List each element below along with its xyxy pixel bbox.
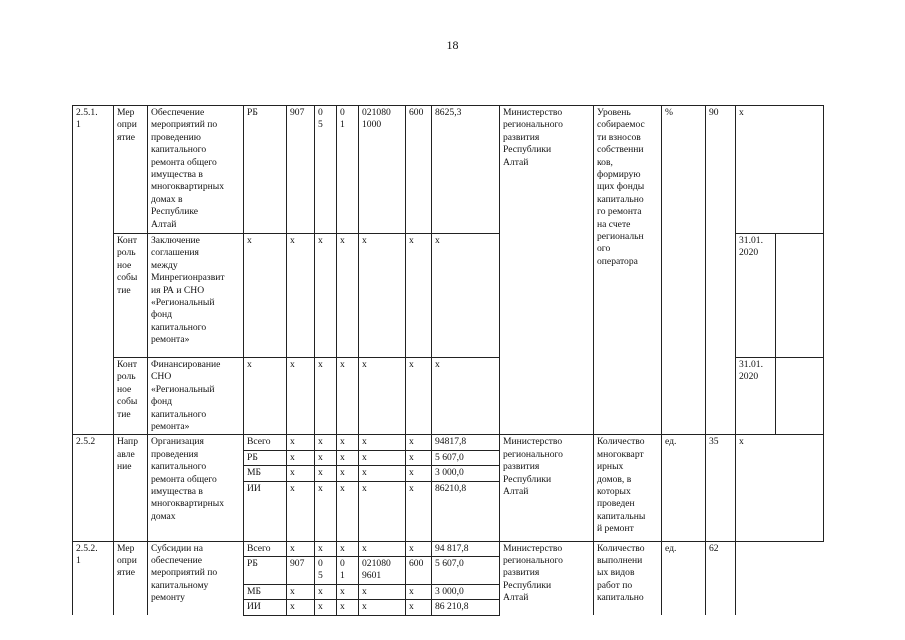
cell-x: х xyxy=(244,234,287,358)
cell-x: х xyxy=(315,435,337,450)
vr-code: 600 xyxy=(406,557,432,585)
vr-code: 600 xyxy=(406,106,432,234)
cell-x: х xyxy=(315,466,337,481)
deadline: х xyxy=(736,106,824,234)
row-name: Финансирование СНО «Региональный фонд капитального ремонта» xyxy=(148,358,244,435)
funding-source: Всего xyxy=(244,435,287,450)
pr-code: 0 1 xyxy=(337,106,359,234)
row-number: 2.5.2 xyxy=(73,435,114,541)
executor: Министерство регионального развития Республики Алтай xyxy=(500,106,594,435)
cell-x: х xyxy=(315,600,337,615)
deadline: 31.01. 2020 xyxy=(736,234,776,358)
cell-x: х xyxy=(315,541,337,556)
funding-source: ИИ xyxy=(244,481,287,541)
executor: Министерство регионального развития Республики Алтай xyxy=(500,541,594,615)
cell-x: х xyxy=(337,450,359,465)
cell-x: х xyxy=(406,358,432,435)
unit: ед. xyxy=(662,435,706,541)
cell-x: х xyxy=(359,435,406,450)
funding-source: РБ xyxy=(244,557,287,585)
cell-x: х xyxy=(287,450,315,465)
csr-code: 021080 9601 xyxy=(359,557,406,585)
indicator: Количество многокварт ирных домов, в которых проведен капитальны й ремонт xyxy=(594,435,662,541)
row-name: Субсидии на обеспечение мероприятий по капитальному ремонту xyxy=(148,541,244,615)
amount: 5 607,0 xyxy=(432,557,500,585)
cell-x: х xyxy=(287,466,315,481)
cell-x: х xyxy=(287,435,315,450)
cell-x: х xyxy=(432,234,500,358)
row-type: Напр авле ние xyxy=(114,435,148,541)
deadline: 31.01. 2020 xyxy=(736,358,776,435)
indicator: Количество выполнени ых видов работ по капитально xyxy=(594,541,662,615)
page-number: 18 xyxy=(446,38,459,52)
table-row xyxy=(73,435,824,450)
unit: % xyxy=(662,106,706,435)
grbs-code: 907 xyxy=(287,106,315,234)
cell-x: х xyxy=(315,481,337,541)
cell-x: х xyxy=(287,481,315,541)
row-name: Заключение соглашения между Минрегионразвит ия РА и СНО «Региональный фонд капитального ремонта» xyxy=(148,234,244,358)
empty-cell xyxy=(776,234,824,358)
funding-source: МБ xyxy=(244,584,287,599)
cell-x: х xyxy=(287,600,315,615)
amount: 3 000,0 xyxy=(432,584,500,599)
funding-source: РБ xyxy=(244,450,287,465)
amount: 8625,3 xyxy=(432,106,500,234)
table-row xyxy=(73,106,824,234)
amount: 86210,8 xyxy=(432,481,500,541)
cell-x: х xyxy=(337,435,359,450)
cell-x: х xyxy=(406,584,432,599)
cell-x: х xyxy=(337,466,359,481)
amount: 3 000,0 xyxy=(432,466,500,481)
row-number: 2.5.1. 1 xyxy=(73,106,114,435)
indicator-value: 90 xyxy=(706,106,736,435)
cell-x: х xyxy=(406,435,432,450)
rz-code: 0 5 xyxy=(315,106,337,234)
empty-cell xyxy=(736,541,824,615)
cell-x: х xyxy=(315,358,337,435)
cell-x: х xyxy=(315,450,337,465)
funding-source: ИИ xyxy=(244,600,287,615)
cell-x: х xyxy=(406,541,432,556)
row-name: Обеспечение мероприятий по проведению капитального ремонта общего имущества в многоквартирных домах в Республике Алтай xyxy=(148,106,244,234)
cell-x: х xyxy=(337,358,359,435)
cell-x: х xyxy=(315,234,337,358)
amount: 86 210,8 xyxy=(432,600,500,615)
cell-x: х xyxy=(359,358,406,435)
cell-x: х xyxy=(359,481,406,541)
cell-x: х xyxy=(337,234,359,358)
cell-x: х xyxy=(337,600,359,615)
cell-x: х xyxy=(406,481,432,541)
program-table xyxy=(72,105,824,616)
cell-x: х xyxy=(315,584,337,599)
table-row xyxy=(73,541,824,556)
indicator-value: 62 xyxy=(706,541,736,615)
cell-x: х xyxy=(337,584,359,599)
cell-x: х xyxy=(287,358,315,435)
cell-x: х xyxy=(432,358,500,435)
cell-x: х xyxy=(287,234,315,358)
cell-x: х xyxy=(359,584,406,599)
amount: 5 607,0 xyxy=(432,450,500,465)
cell-x: х xyxy=(359,541,406,556)
indicator: Уровень собираемос ти взносов собственни ков, формирую щих фонды капитально го ремонта на счете региональн ого оператора xyxy=(594,106,662,435)
cell-x: х xyxy=(359,234,406,358)
cell-x: х xyxy=(406,600,432,615)
row-type: Конт роль ное собы тие xyxy=(114,358,148,435)
rz-code: 0 5 xyxy=(315,557,337,585)
amount: 94817,8 xyxy=(432,435,500,450)
indicator-value: 35 xyxy=(706,435,736,541)
empty-cell xyxy=(776,358,824,435)
cell-x: х xyxy=(287,584,315,599)
cell-x: х xyxy=(406,466,432,481)
cell-x: х xyxy=(406,450,432,465)
grbs-code: 907 xyxy=(287,557,315,585)
funding-source: Всего xyxy=(244,541,287,556)
cell-x: х xyxy=(287,541,315,556)
row-number: 2.5.2. 1 xyxy=(73,541,114,615)
cell-x: х xyxy=(359,450,406,465)
unit: ед. xyxy=(662,541,706,615)
cell-x: х xyxy=(244,358,287,435)
cell-x: х xyxy=(359,466,406,481)
amount: 94 817,8 xyxy=(432,541,500,556)
executor: Министерство регионального развития Республики Алтай xyxy=(500,435,594,541)
row-name: Организация проведения капитального ремонта общего имущества в многоквартирных домах xyxy=(148,435,244,541)
row-type: Мер опри ятие xyxy=(114,541,148,615)
row-type: Конт роль ное собы тие xyxy=(114,234,148,358)
funding-source: МБ xyxy=(244,466,287,481)
cell-x: х xyxy=(337,481,359,541)
cell-x: х xyxy=(406,234,432,358)
pr-code: 0 1 xyxy=(337,557,359,585)
row-type: Мер опри ятие xyxy=(114,106,148,234)
cell-x: х xyxy=(359,600,406,615)
cell-x: х xyxy=(337,541,359,556)
deadline: х xyxy=(736,435,824,541)
csr-code: 021080 1000 xyxy=(359,106,406,234)
funding-source: РБ xyxy=(244,106,287,234)
